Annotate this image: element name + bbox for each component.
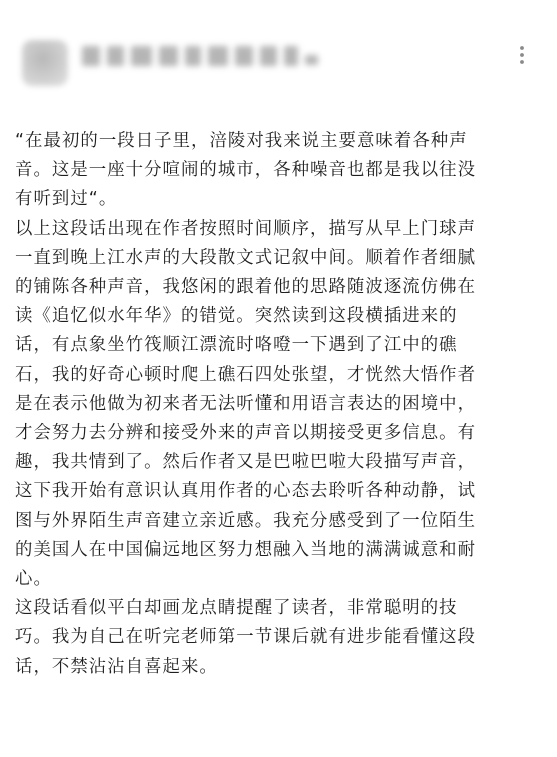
- paragraph-3: 这段话看似平白却画龙点睛提醒了读者，非常聪明的技 巧。我为自己在听完老师第一节课后就有进步能看懂这段 话，不禁沾沾自喜起来。: [15, 598, 477, 677]
- avatar[interactable]: [22, 40, 68, 86]
- post-header: [0, 0, 557, 100]
- post-body: [15, 127, 545, 682]
- paragraph-1: “在最初的一段日子里，涪陵对我来说主要意味着各种声 音。这是一座十分喧闹的城市，各种噪音也都是我以往没 有听到过“。: [15, 131, 477, 210]
- more-options-button[interactable]: [511, 44, 533, 66]
- blurred-username[interactable]: [82, 46, 318, 66]
- paragraph-2: 以上这段话出现在作者按照时间顺序，描写从早上门球声 一直到晚上江水声的大段散文式记叙中间。顺着作者细腻 的铺陈各种声音，我悠闲的跟着他的思路随波逐流仿佛在 读《追忆似水年华》的错觉。突然读到这段横插进来的 话，有点象坐竹筏顺江漂流时咯噔一下遇到了江中的礁 石，我的好奇心顿时爬上礁石四处张望，才恍然大悟作者 是在表示他做为初来者无法听懂和用语言表达的困境中， 才会努力去分辨和接受外来的声音以期接受更多信息。有 趣，我共情到了。然后作者又是巴啦巴啦大段描写声音， 这下我开始有意识认真用作者的心态去聆听各种动静，试 图与外界陌生声音建立亲近感。我充分感受到了一位陌生 的美国人在中国偏远地区努力想融入当地的满满诚意和耐 心。: [15, 218, 477, 590]
- ellipsis-vertical-icon: [519, 45, 525, 65]
